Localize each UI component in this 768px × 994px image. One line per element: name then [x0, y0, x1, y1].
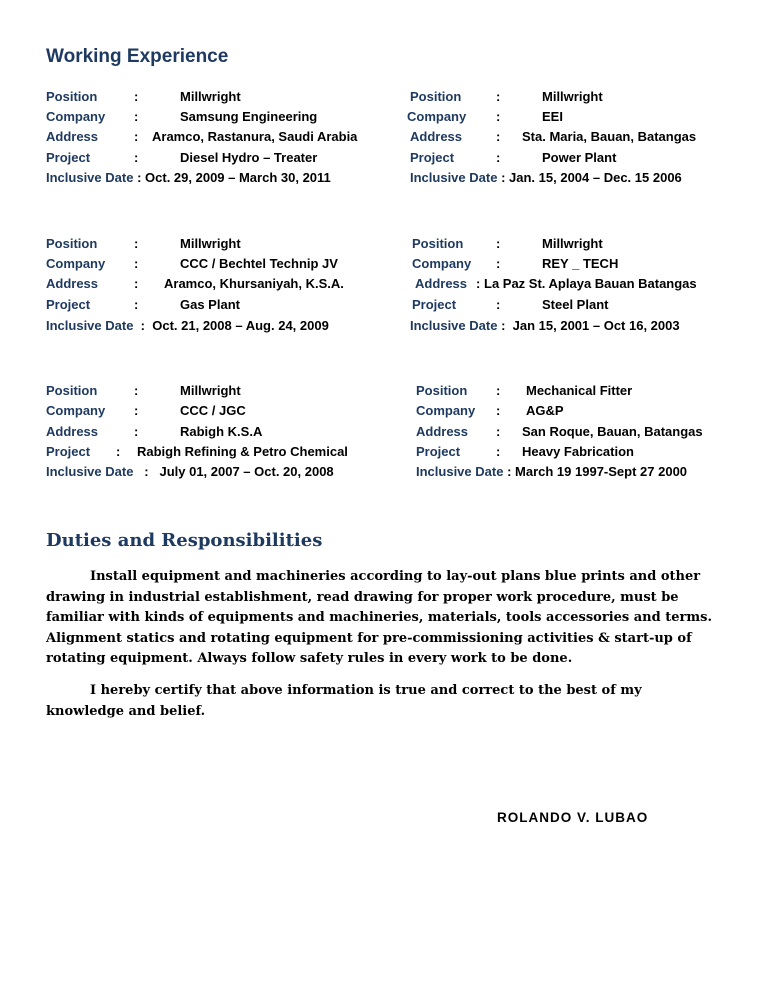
project-value: Diesel Hydro – Treater	[180, 150, 318, 165]
company-label: Company	[46, 109, 106, 124]
experience-entry-2	[407, 88, 768, 188]
position-value: Millwright	[180, 236, 241, 251]
position-label: Position	[416, 383, 468, 398]
address-label: Address	[410, 129, 463, 144]
position-row: Position : Mechanical Fitter	[416, 383, 633, 398]
position-row: Position : Millwright	[412, 236, 603, 251]
address-value: La Paz St. Aplaya Bauan Batangas	[484, 276, 697, 291]
position-row: Position : Millwright	[46, 89, 241, 104]
inclusive-date-value: Oct. 29, 2009 – March 30, 2011	[145, 170, 331, 185]
address-value: San Roque, Bauan, Batangas	[522, 424, 703, 439]
address-row: Address : Rabigh K.S.A	[46, 424, 263, 439]
inclusive-date-row: Inclusive Date : March 19 1997-Sept 27 2000	[416, 464, 688, 479]
address-label: Address	[415, 276, 468, 291]
address-label: Address	[46, 424, 99, 439]
project-row: Project : Steel Plant	[412, 297, 609, 312]
company-row: Company : AG&P	[416, 403, 564, 418]
inclusive-date-label: Inclusive Date	[46, 170, 134, 185]
position-value: Millwright	[180, 383, 241, 398]
project-value: Steel Plant	[542, 297, 609, 312]
position-label: Position	[46, 236, 98, 251]
certification-paragraph: I hereby certify that above information is true and correct to the best of my knowledge and belief.	[46, 683, 642, 719]
inclusive-date-row: Inclusive Date : Jan 15, 2001 – Oct 16, 2003	[410, 318, 680, 333]
inclusive-date-row: Inclusive Date : Oct. 21, 2008 – Aug. 24, 2009	[46, 318, 329, 333]
project-value: Rabigh Refining & Petro Chemical	[137, 444, 348, 459]
experience-entry-5	[46, 382, 406, 482]
address-label: Address	[46, 276, 99, 291]
company-row: Company : CCC / Bechtel Technip JV	[46, 256, 338, 271]
position-row: Position : Millwright	[410, 89, 603, 104]
position-label: Position	[412, 236, 464, 251]
company-value: AG&P	[526, 403, 564, 418]
project-row: Project : Diesel Hydro – Treater	[46, 150, 318, 165]
address-value: Aramco, Khursaniyah, K.S.A.	[164, 276, 344, 291]
company-label: Company	[46, 256, 106, 271]
company-label: Company	[416, 403, 476, 418]
address-row: Address : La Paz St. Aplaya Bauan Batangas	[415, 276, 697, 291]
project-label: Project	[46, 150, 91, 165]
inclusive-date-label: Inclusive Date	[410, 170, 498, 185]
project-row: Project : Heavy Fabrication	[416, 444, 634, 459]
experience-entry-1	[46, 88, 406, 188]
company-label: Company	[46, 403, 106, 418]
project-label: Project	[416, 444, 461, 459]
inclusive-date-value: Oct. 21, 2008 – Aug. 24, 2009	[152, 318, 329, 333]
company-row: Company : REY _ TECH	[412, 256, 619, 271]
company-label: Company	[412, 256, 472, 271]
inclusive-date-label: Inclusive Date	[46, 318, 134, 333]
inclusive-date-value: Jan. 15, 2004 – Dec. 15 2006	[509, 170, 682, 185]
company-value: Samsung Engineering	[180, 109, 318, 124]
project-row: Project : Power Plant	[410, 150, 617, 165]
project-value: Power Plant	[542, 150, 617, 165]
experience-entry-6	[416, 382, 768, 482]
position-label: Position	[46, 89, 98, 104]
experience-entry-4	[412, 235, 768, 335]
inclusive-date-row: Inclusive Date : Oct. 29, 2009 – March 30, 2011	[46, 170, 331, 185]
project-value: Gas Plant	[180, 297, 240, 312]
address-label: Address	[416, 424, 469, 439]
experience-entry-3	[46, 235, 406, 335]
company-value: REY _ TECH	[542, 256, 619, 271]
company-row: Company : Samsung Engineering	[46, 109, 318, 124]
duties-title: Duties and Responsibilities	[46, 530, 323, 551]
project-value: Heavy Fabrication	[522, 444, 634, 459]
project-row: Project : Rabigh Refining & Petro Chemical	[46, 444, 348, 459]
inclusive-date-value: March 19 1997-Sept 27 2000	[515, 464, 688, 479]
position-value: Millwright	[180, 89, 241, 104]
company-row: Company : CCC / JGC	[46, 403, 246, 418]
project-label: Project	[46, 444, 91, 459]
position-label: Position	[410, 89, 462, 104]
inclusive-date-row: Inclusive Date : July 01, 2007 – Oct. 20, 2008	[46, 464, 334, 479]
inclusive-date-label: Inclusive Date	[410, 318, 498, 333]
signature-name: ROLANDO V. LUBAO	[497, 810, 649, 825]
position-value: Mechanical Fitter	[526, 383, 633, 398]
address-row: Address : Aramco, Rastanura, Saudi Arabia	[46, 129, 358, 144]
inclusive-date-row: Inclusive Date : Jan. 15, 2004 – Dec. 15 2006	[410, 170, 682, 185]
inclusive-date-value: July 01, 2007 – Oct. 20, 2008	[159, 464, 334, 479]
duties-paragraph: Install equipment and machineries according to lay-out plans blue prints and other drawing in industrial establishment, read drawing for proper work procedure, must be familiar with kinds of equipments and machineries, materials, tools accessories and terms. Alignment statics and rotating equipment for pre-commissioning activities & start-up of rotating equipment. Always follow safety rules in every work to be done.	[46, 569, 712, 666]
address-row: Address : San Roque, Bauan, Batangas	[416, 424, 703, 439]
company-value: CCC / JGC	[180, 403, 246, 418]
position-row: Position : Millwright	[46, 383, 241, 398]
address-value: Sta. Maria, Bauan, Batangas	[522, 129, 697, 144]
inclusive-date-label: Inclusive Date	[416, 464, 504, 479]
address-label: Address	[46, 129, 99, 144]
inclusive-date-label: Inclusive Date	[46, 464, 134, 479]
position-value: Millwright	[542, 236, 603, 251]
project-row: Project : Gas Plant	[46, 297, 240, 312]
project-label: Project	[46, 297, 91, 312]
company-label: Company	[407, 109, 467, 124]
company-row: Company : EEI	[407, 109, 563, 124]
project-label: Project	[410, 150, 455, 165]
inclusive-date-value: Jan 15, 2001 – Oct 16, 2003	[512, 318, 680, 333]
address-row: Address : Aramco, Khursaniyah, K.S.A.	[46, 276, 344, 291]
address-value: Aramco, Rastanura, Saudi Arabia	[152, 129, 358, 144]
company-value: CCC / Bechtel Technip JV	[180, 256, 338, 271]
section-title: Working Experience	[46, 46, 229, 67]
position-value: Millwright	[542, 89, 603, 104]
address-row: Address : Sta. Maria, Bauan, Batangas	[410, 129, 697, 144]
address-value: Rabigh K.S.A	[180, 424, 263, 439]
company-value: EEI	[542, 109, 563, 124]
position-label: Position	[46, 383, 98, 398]
position-row: Position : Millwright	[46, 236, 241, 251]
project-label: Project	[412, 297, 457, 312]
